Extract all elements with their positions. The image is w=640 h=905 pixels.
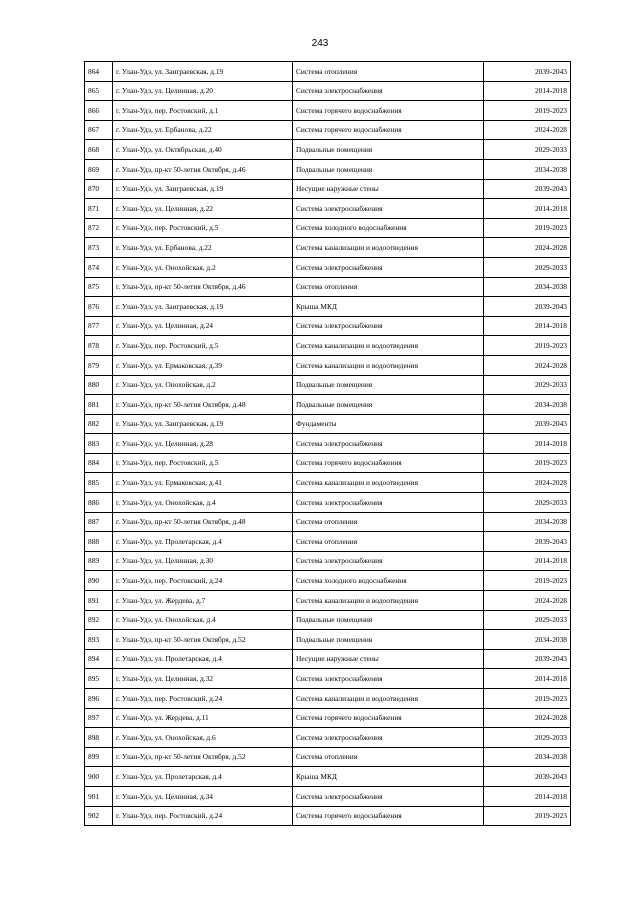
row-number-cell: 867 (85, 120, 113, 140)
address-cell: г. Улан-Удэ, ул. Жердева, д.7 (113, 591, 293, 611)
period-cell: 2024-2028 (484, 238, 571, 258)
address-cell: г. Улан-Удэ, ул. Онохойская, д.4 (113, 493, 293, 513)
address-cell: г. Улан-Удэ, ул. Пролетарская, д.4 (113, 649, 293, 669)
row-number-cell: 865 (85, 81, 113, 101)
row-number-cell: 864 (85, 62, 113, 82)
period-cell: 2039-2043 (484, 414, 571, 434)
table-row (85, 336, 571, 356)
row-number-cell: 891 (85, 591, 113, 611)
address-cell: г. Улан-Удэ, ул. Пролетарская, д.4 (113, 767, 293, 787)
table-row (85, 140, 571, 160)
address-cell: г. Улан-Удэ, ул. Заиграевская, д.19 (113, 62, 293, 82)
row-number-cell: 894 (85, 649, 113, 669)
address-cell: г. Улан-Удэ, ул. Целинная, д.28 (113, 434, 293, 454)
system-cell: Несущие наружные стены (293, 179, 484, 199)
period-cell: 2029-2033 (484, 493, 571, 513)
table-row (85, 179, 571, 199)
period-cell: 2019-2023 (484, 453, 571, 473)
table-row (85, 649, 571, 669)
row-number-cell: 868 (85, 140, 113, 160)
period-cell: 2039-2043 (484, 62, 571, 82)
row-number-cell: 870 (85, 179, 113, 199)
table-row (85, 728, 571, 748)
row-number-cell: 896 (85, 689, 113, 709)
table-row (85, 512, 571, 532)
row-number-cell: 879 (85, 355, 113, 375)
table-row (85, 571, 571, 591)
address-cell: г. Улан-Удэ, пер. Ростовский, д.5 (113, 336, 293, 356)
row-number-cell: 888 (85, 532, 113, 552)
row-number-cell: 897 (85, 708, 113, 728)
period-cell: 2029-2033 (484, 728, 571, 748)
system-cell: Подвальные помещения (293, 630, 484, 650)
system-cell: Подвальные помещения (293, 395, 484, 415)
system-cell: Система электроснабжения (293, 316, 484, 336)
address-cell: г. Улан-Удэ, ул. Ербанова, д.22 (113, 120, 293, 140)
table-row (85, 316, 571, 336)
period-cell: 2014-2018 (484, 199, 571, 219)
period-cell: 2029-2033 (484, 375, 571, 395)
system-cell: Система канализации и водоотведения (293, 473, 484, 493)
table-row (85, 120, 571, 140)
table-row (85, 277, 571, 297)
period-cell: 2024-2028 (484, 355, 571, 375)
address-cell: г. Улан-Удэ, пер. Ростовский, д.5 (113, 218, 293, 238)
period-cell: 2034-2038 (484, 630, 571, 650)
page-number: 243 (311, 38, 329, 49)
table-row (85, 414, 571, 434)
system-cell: Система электроснабжения (293, 199, 484, 219)
period-cell: 2039-2043 (484, 649, 571, 669)
table-row (85, 395, 571, 415)
row-number-cell: 902 (85, 806, 113, 826)
address-cell: г. Улан-Удэ, ул. Заиграевская, д.19 (113, 414, 293, 434)
table-row (85, 257, 571, 277)
system-cell: Система холодного водоснабжения (293, 571, 484, 591)
period-cell: 2014-2018 (484, 786, 571, 806)
table-row (85, 81, 571, 101)
row-number-cell: 882 (85, 414, 113, 434)
system-cell: Система горячего водоснабжения (293, 453, 484, 473)
address-cell: г. Улан-Удэ, ул. Заиграевская, д.19 (113, 297, 293, 317)
address-cell: г. Улан-Удэ, ул. Ермаковская, д.39 (113, 355, 293, 375)
row-number-cell: 869 (85, 159, 113, 179)
period-cell: 2014-2018 (484, 669, 571, 689)
system-cell: Система горячего водоснабжения (293, 120, 484, 140)
row-number-cell: 874 (85, 257, 113, 277)
system-cell: Система электроснабжения (293, 786, 484, 806)
period-cell: 2034-2038 (484, 747, 571, 767)
system-cell: Система отопления (293, 277, 484, 297)
address-cell: г. Улан-Удэ, пр-кт 50-летия Октября, д.46 (113, 277, 293, 297)
period-cell: 2029-2033 (484, 610, 571, 630)
address-cell: г. Улан-Удэ, ул. Онохойская, д.6 (113, 728, 293, 748)
address-cell: г. Улан-Удэ, пр-кт 50-летия Октября, д.52 (113, 747, 293, 767)
system-cell: Система электроснабжения (293, 257, 484, 277)
row-number-cell: 878 (85, 336, 113, 356)
address-cell: г. Улан-Удэ, пер. Ростовский, д.24 (113, 806, 293, 826)
table-row (85, 199, 571, 219)
row-number-cell: 881 (85, 395, 113, 415)
period-cell: 2014-2018 (484, 316, 571, 336)
row-number-cell: 875 (85, 277, 113, 297)
period-cell: 2014-2018 (484, 551, 571, 571)
table-row (85, 786, 571, 806)
table-row (85, 159, 571, 179)
address-cell: г. Улан-Удэ, ул. Заиграевская, д.19 (113, 179, 293, 199)
period-cell: 2024-2028 (484, 120, 571, 140)
system-cell: Подвальные помещения (293, 375, 484, 395)
row-number-cell: 893 (85, 630, 113, 650)
address-cell: г. Улан-Удэ, ул. Октябрьская, д.40 (113, 140, 293, 160)
table-row (85, 669, 571, 689)
period-cell: 2039-2043 (484, 532, 571, 552)
table-row (85, 297, 571, 317)
address-cell: г. Улан-Удэ, ул. Целинная, д.22 (113, 199, 293, 219)
system-cell: Система горячего водоснабжения (293, 806, 484, 826)
table-row (85, 473, 571, 493)
row-number-cell: 895 (85, 669, 113, 689)
repair-schedule-table (84, 61, 571, 826)
period-cell: 2019-2023 (484, 689, 571, 709)
system-cell: Система отопления (293, 62, 484, 82)
system-cell: Система горячего водоснабжения (293, 708, 484, 728)
system-cell: Система канализации и водоотведения (293, 336, 484, 356)
address-cell: г. Улан-Удэ, пер. Ростовский, д.1 (113, 101, 293, 121)
row-number-cell: 885 (85, 473, 113, 493)
period-cell: 2024-2028 (484, 708, 571, 728)
system-cell: Система электроснабжения (293, 81, 484, 101)
address-cell: г. Улан-Удэ, ул. Жердева, д.11 (113, 708, 293, 728)
system-cell: Система канализации и водоотведения (293, 238, 484, 258)
row-number-cell: 901 (85, 786, 113, 806)
row-number-cell: 889 (85, 551, 113, 571)
period-cell: 2014-2018 (484, 434, 571, 454)
period-cell: 2019-2023 (484, 218, 571, 238)
table-row (85, 806, 571, 826)
table-row (85, 689, 571, 709)
address-cell: г. Улан-Удэ, ул. Пролетарская, д.4 (113, 532, 293, 552)
system-cell: Система электроснабжения (293, 669, 484, 689)
system-cell: Несущие наружные стены (293, 649, 484, 669)
row-number-cell: 876 (85, 297, 113, 317)
address-cell: г. Улан-Удэ, ул. Целинная, д.30 (113, 551, 293, 571)
table-row (85, 434, 571, 454)
table-row (85, 610, 571, 630)
table-row (85, 375, 571, 395)
table-row (85, 532, 571, 552)
period-cell: 2014-2018 (484, 81, 571, 101)
system-cell: Система отопления (293, 747, 484, 767)
system-cell: Система электроснабжения (293, 493, 484, 513)
table-row (85, 238, 571, 258)
period-cell: 2039-2043 (484, 767, 571, 787)
period-cell: 2019-2023 (484, 571, 571, 591)
period-cell: 2024-2028 (484, 591, 571, 611)
address-cell: г. Улан-Удэ, пер. Ростовский, д.24 (113, 571, 293, 591)
system-cell: Крыша МКД (293, 767, 484, 787)
system-cell: Система канализации и водоотведения (293, 591, 484, 611)
table-row (85, 630, 571, 650)
system-cell: Система отопления (293, 532, 484, 552)
address-cell: г. Улан-Удэ, пер. Ростовский, д.5 (113, 453, 293, 473)
system-cell: Подвальные помещения (293, 610, 484, 630)
system-cell: Система горячего водоснабжения (293, 101, 484, 121)
row-number-cell: 900 (85, 767, 113, 787)
period-cell: 2034-2038 (484, 512, 571, 532)
address-cell: г. Улан-Удэ, ул. Целинная, д.32 (113, 669, 293, 689)
table-row (85, 708, 571, 728)
address-cell: г. Улан-Удэ, ул. Онохойская, д.4 (113, 610, 293, 630)
period-cell: 2019-2023 (484, 336, 571, 356)
address-cell: г. Улан-Удэ, ул. Целинная, д.20 (113, 81, 293, 101)
period-cell: 2019-2023 (484, 806, 571, 826)
period-cell: 2039-2043 (484, 297, 571, 317)
system-cell: Фундаменты (293, 414, 484, 434)
row-number-cell: 880 (85, 375, 113, 395)
table-row (85, 453, 571, 473)
address-cell: г. Улан-Удэ, пр-кт 50-летия Октября, д.52 (113, 630, 293, 650)
row-number-cell: 890 (85, 571, 113, 591)
address-cell: г. Улан-Удэ, ул. Онохойская, д.2 (113, 257, 293, 277)
table-row (85, 767, 571, 787)
address-cell: г. Улан-Удэ, пр-кт 50-летия Октября, д.48 (113, 395, 293, 415)
system-cell: Система электроснабжения (293, 551, 484, 571)
period-cell: 2019-2023 (484, 101, 571, 121)
row-number-cell: 872 (85, 218, 113, 238)
period-cell: 2034-2038 (484, 395, 571, 415)
period-cell: 2039-2043 (484, 179, 571, 199)
row-number-cell: 886 (85, 493, 113, 513)
address-cell: г. Улан-Удэ, пер. Ростовский, д.24 (113, 689, 293, 709)
table-row (85, 493, 571, 513)
table-row (85, 218, 571, 238)
system-cell: Крыша МКД (293, 297, 484, 317)
table-row (85, 591, 571, 611)
row-number-cell: 898 (85, 728, 113, 748)
system-cell: Система электроснабжения (293, 728, 484, 748)
table-row (85, 551, 571, 571)
row-number-cell: 887 (85, 512, 113, 532)
row-number-cell: 866 (85, 101, 113, 121)
address-cell: г. Улан-Удэ, ул. Онохойская, д.2 (113, 375, 293, 395)
row-number-cell: 892 (85, 610, 113, 630)
table-row (85, 355, 571, 375)
system-cell: Система отопления (293, 512, 484, 532)
row-number-cell: 873 (85, 238, 113, 258)
period-cell: 2029-2033 (484, 140, 571, 160)
table-body (85, 62, 571, 826)
address-cell: г. Улан-Удэ, ул. Ермаковская, д.41 (113, 473, 293, 493)
table-row (85, 747, 571, 767)
system-cell: Система канализации и водоотведения (293, 689, 484, 709)
row-number-cell: 877 (85, 316, 113, 336)
system-cell: Подвальные помещения (293, 140, 484, 160)
table-row (85, 62, 571, 82)
system-cell: Система электроснабжения (293, 434, 484, 454)
address-cell: г. Улан-Удэ, пр-кт 50-летия Октября, д.48 (113, 512, 293, 532)
period-cell: 2034-2038 (484, 159, 571, 179)
row-number-cell: 899 (85, 747, 113, 767)
period-cell: 2024-2028 (484, 473, 571, 493)
system-cell: Система канализации и водоотведения (293, 355, 484, 375)
row-number-cell: 883 (85, 434, 113, 454)
address-cell: г. Улан-Удэ, ул. Целинная, д.34 (113, 786, 293, 806)
address-cell: г. Улан-Удэ, ул. Целинная, д.24 (113, 316, 293, 336)
table-row (85, 101, 571, 121)
system-cell: Система холодного водоснабжения (293, 218, 484, 238)
row-number-cell: 871 (85, 199, 113, 219)
period-cell: 2034-2038 (484, 277, 571, 297)
address-cell: г. Улан-Удэ, пр-кт 50-летия Октября, д.46 (113, 159, 293, 179)
system-cell: Подвальные помещения (293, 159, 484, 179)
address-cell: г. Улан-Удэ, ул. Ербанова, д.22 (113, 238, 293, 258)
row-number-cell: 884 (85, 453, 113, 473)
period-cell: 2029-2033 (484, 257, 571, 277)
